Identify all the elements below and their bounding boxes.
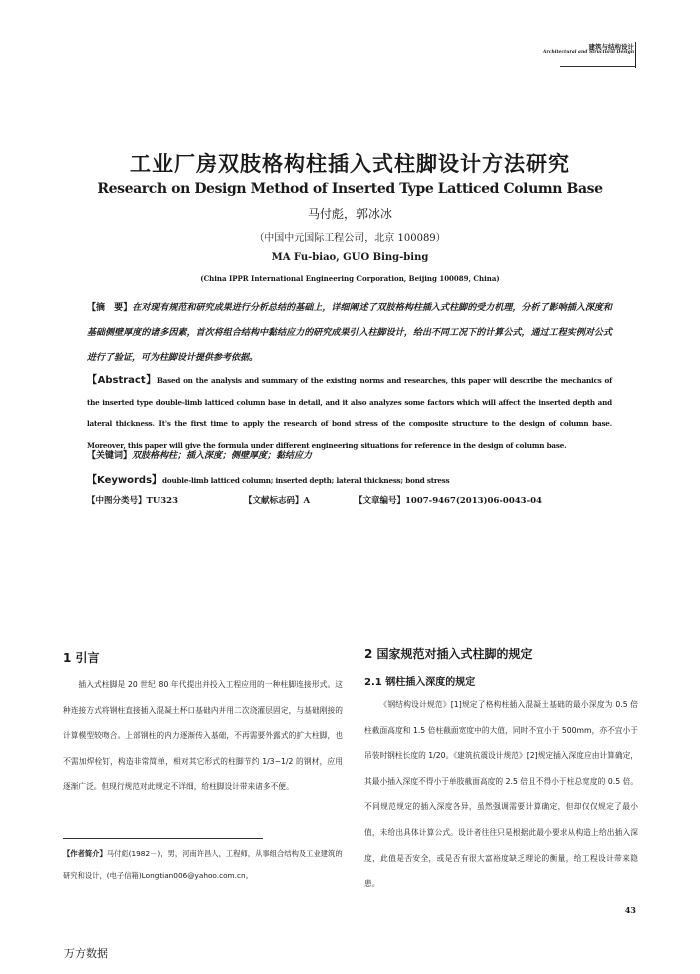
abstract-cn <box>87 296 612 371</box>
keywords-cn-text: 双肢格构柱；插入深度；侧壁厚度；黏结应力 <box>132 451 313 461</box>
header-horizontal-rule <box>560 66 636 67</box>
title-en: Research on Design Method of Inserted Type Latticed Column Base <box>97 181 603 197</box>
article-number-value: 1007-9467(2013)06-0043-04 <box>405 496 542 506</box>
section-2-heading: 2 国家规范对插入式柱脚的规定 <box>364 647 533 661</box>
running-header <box>543 44 634 56</box>
document-code <box>244 494 310 506</box>
footnote-label: 【作者简介】 <box>63 849 107 858</box>
running-header-en: Architectural and Structural Design <box>542 50 634 56</box>
section-1-paragraph: 插入式柱脚是 20 世纪 80 年代提出并投入工程应用的一种柱脚连接形式。这种连接方式将钢柱直接插入混凝土杯口基础内并用二次浇灌层固定，与基础刚接的计算模型较吻合。上部钢柱的内力逐渐传入基础，不再需要外露式的扩大柱脚，也不需加焊栓钉，构造非常简单，相对其它形式的柱脚节约 1/3~1/2 的钢材，应用逐渐广泛。但现行规范对此规定不详细，给柱脚设计带来诸多不便。 <box>63 680 343 792</box>
title-cn: 工业厂房双肢格构柱插入式柱脚设计方法研究 <box>130 152 570 176</box>
keywords-en-label: 【Keywords】 <box>87 475 163 486</box>
keywords-en <box>87 471 449 486</box>
authors-cn: 马付彪，郭冰冰 <box>307 207 392 221</box>
author-footnote <box>63 843 343 887</box>
affiliation-en: (China IPPR International Engineering Corporation, Beijing 100089, China) <box>200 274 500 283</box>
section-2-1-heading: 2.1 钢柱插入深度的规定 <box>364 677 476 688</box>
section-2-paragraph: 《钢结构设计规范》[1]规定了格构柱插入混凝土基础的最小深度为 0.5 倍柱截面高度和 1.5 倍柱截面宽度中的大值，同时不宜小于 500mm，亦不宜小于吊装时钢柱长度的 1/20。《建筑抗震设计规范》[2]规定插入深度应由计算确定，其最小插入深度不得小于单肢截面高度的 2.5 倍且不得小于柱总宽度的 0.5 倍。不同规范规定的插入深度各异，虽然强调需要计算确定，但却仅仅规定了最小值，未给出具体计算公式。设计者往往只是根据此最小要求从构造上给出插入深度，此值是否安全，或是否有很大富裕度缺乏理论的衡量，给工程设计带来隐患。 <box>364 700 638 889</box>
watermark: 万方数据 <box>64 947 108 960</box>
abstract-en-label: 【Abstract】 <box>87 375 157 386</box>
keywords-cn <box>87 448 312 461</box>
article-number-label: 【文章编号】 <box>354 496 406 506</box>
article-number <box>354 494 542 506</box>
authors-en: MA Fu-biao, GUO Bing-bing <box>271 252 429 263</box>
header-vertical-rule <box>635 42 636 68</box>
clc-value: TU323 <box>146 496 178 506</box>
footnote-rule <box>63 838 263 839</box>
page-number: 43 <box>624 905 636 915</box>
clc-number <box>87 494 178 506</box>
doc-code-value: A <box>303 496 311 506</box>
keywords-cn-label: 【关键词】 <box>87 451 133 461</box>
section-1-body <box>63 672 343 800</box>
keywords-en-text: double-limb latticed column; inserted depth; lateral thickness; bond stress <box>162 476 450 485</box>
footnote-text: 马付彪(1982－)，男，河南许昌人，工程师，从事组合结构及工业建筑的研究和设计，(电子信箱)Longtian006@yahoo.com.cn。 <box>63 849 343 880</box>
abstract-cn-text: 在对现有规范和研究成果进行分析总结的基础上，详细阐述了双肢格构柱插入式柱脚的受力机理，分析了影响插入深度和基础侧壁厚度的诸多因素，首次将组合结构中黏结应力的研究成果引入柱脚设计，给出不同工况下的计算公式，通过工程实例对公式进行了验证，可为柱脚设计提供参考依据。 <box>87 303 612 363</box>
abstract-cn-label: 【摘 要】 <box>87 303 133 313</box>
abstract-en-text: Based on the analysis and summary of the existing norms and researches, this paper will describe the mechanics of the inserted type double-limb latticed column base in detail, and it also analyzes some factors which will affect the inserted depth and lateral thickness. It's the first time to apply the research of bond stress of the composite structure to the design of column base. Moreover, this paper will give the formula under different engineering situations for reference in the design of column base. <box>87 376 612 450</box>
doc-code-label: 【文献标志码】 <box>244 496 304 506</box>
section-1-heading: 1 引言 <box>63 651 100 665</box>
affiliation-cn: （中国中元国际工程公司，北京 100089） <box>254 233 446 244</box>
clc-label: 【中图分类号】 <box>87 496 147 506</box>
running-header-cn: 建筑与结构设计 <box>588 43 634 51</box>
abstract-en <box>87 370 612 456</box>
section-2-body <box>364 692 638 897</box>
